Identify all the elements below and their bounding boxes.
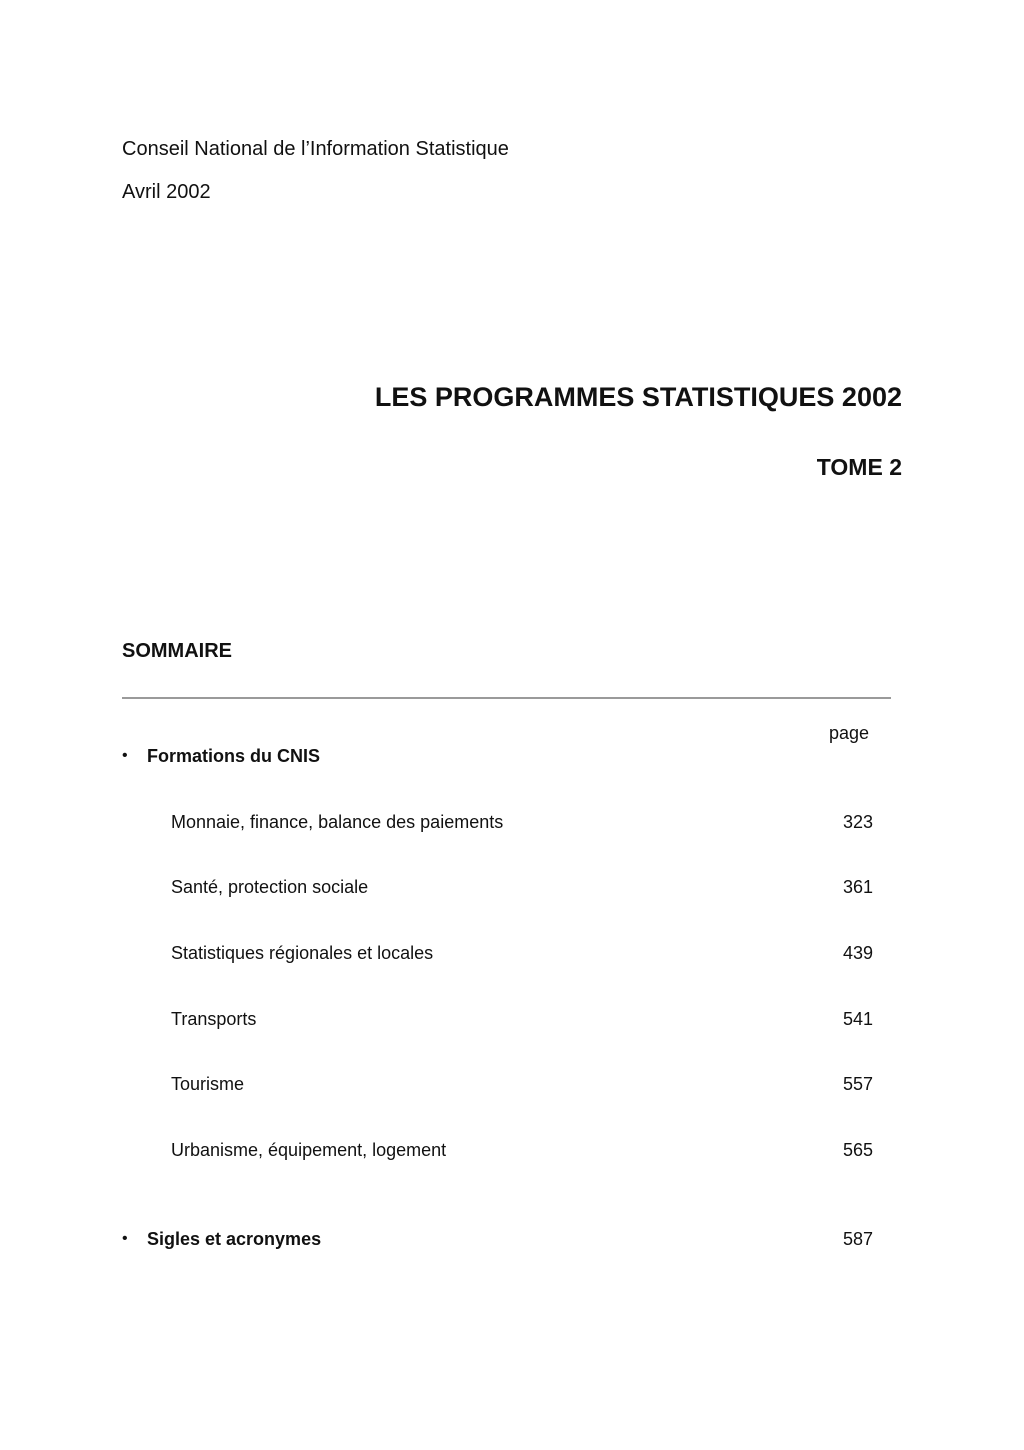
toc-heading: SOMMAIRE — [122, 640, 232, 662]
volume-label: TOME 2 — [816, 454, 902, 480]
toc-entry-label[interactable]: Tourisme — [171, 1074, 245, 1094]
toc-entry-label[interactable]: Monnaie, finance, balance des paiements — [171, 812, 504, 832]
toc-entry-label[interactable]: Transports — [171, 1009, 257, 1029]
toc-entry-page: 439 — [842, 943, 873, 963]
toc-section-page: 587 — [842, 1229, 873, 1249]
toc-entry-page: 541 — [842, 1009, 873, 1029]
toc-divider — [122, 697, 891, 699]
toc-entry-page: 557 — [842, 1074, 873, 1094]
organization-name: Conseil National de l’Information Statistique — [122, 138, 509, 160]
document-title: LES PROGRAMMES STATISTIQUES 2002 — [374, 382, 902, 412]
bullet-icon: • — [122, 1230, 128, 1247]
toc-entry-page: 361 — [842, 877, 873, 897]
toc-entry-label[interactable]: Santé, protection sociale — [171, 877, 369, 897]
publication-date: Avril 2002 — [122, 181, 211, 203]
toc-section-formations[interactable]: Formations du CNIS — [147, 746, 321, 766]
toc-entry-label[interactable]: Statistiques régionales et locales — [171, 943, 434, 963]
bullet-icon: • — [122, 747, 128, 764]
page-column-header: page — [829, 723, 870, 743]
toc-entry-page: 565 — [842, 1140, 873, 1160]
toc-section-sigles[interactable]: Sigles et acronymes — [147, 1229, 322, 1249]
toc-entry-label[interactable]: Urbanisme, équipement, logement — [171, 1140, 447, 1160]
toc-entry-page: 323 — [842, 812, 873, 832]
